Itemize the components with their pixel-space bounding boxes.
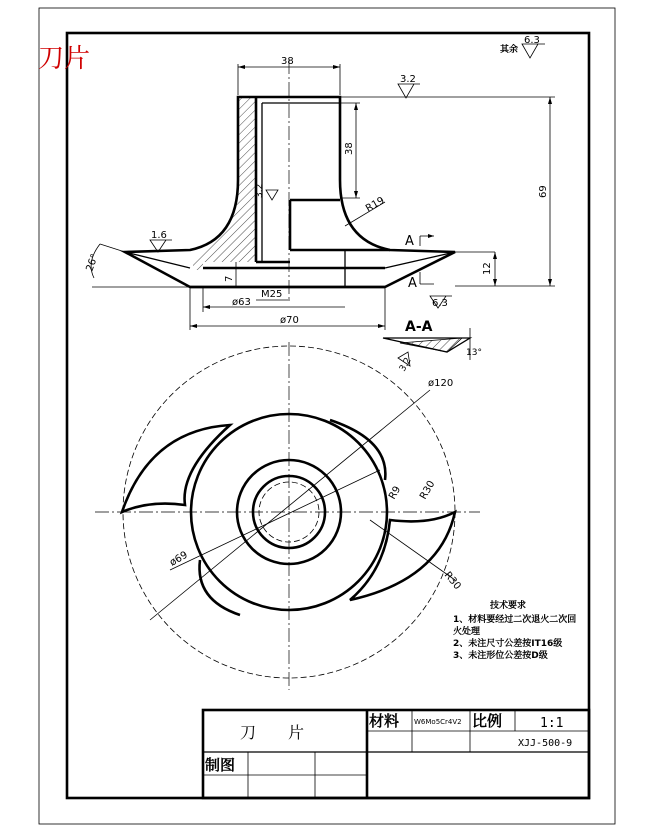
dim-r30-upper: R30 [418, 478, 438, 502]
dim-angle-section: 13° [466, 348, 482, 358]
roughness-right-value: 6.3 [432, 298, 448, 309]
roughness-section-value: 3.2 [397, 356, 414, 374]
dim-bore-depth: 38 [344, 142, 355, 155]
roughness-rest-value: 6.3 [524, 35, 540, 46]
outer-border [39, 8, 615, 824]
dim-fillet: R19 [364, 195, 387, 215]
dim-thread: M25 [261, 289, 283, 300]
top-view [95, 342, 480, 690]
tech-req-1b: 火处理 [453, 627, 481, 637]
tech-req-2: 2、未注尺寸公差按IT16级 [453, 639, 563, 649]
dim-dia-69: ø69 [168, 549, 190, 569]
roughness-top-icon [398, 84, 420, 98]
dim-dia-120: ø120 [428, 378, 454, 389]
title-material-label: 材料 [369, 712, 400, 730]
dim-dia-70: ø70 [280, 315, 299, 326]
title-drawn-by: 制图 [205, 756, 236, 774]
roughness-top-value: 3.2 [400, 74, 416, 85]
dim-step-h: 7 [224, 275, 235, 282]
dim-r9: R9 [387, 484, 404, 502]
right-blade-edge [385, 252, 455, 268]
left-blade-edge [125, 252, 190, 268]
dim-flange-h: 12 [482, 262, 493, 275]
dim-total-height: 69 [538, 185, 549, 198]
front-outline [125, 97, 455, 287]
roughness-rest-label: 其余 [500, 45, 519, 55]
tech-req-3: 3、未注形位公差按D级 [453, 651, 548, 661]
front-view [125, 60, 455, 300]
dim-top-width: 38 [281, 56, 294, 67]
roughness-left-value: 1.6 [151, 230, 167, 241]
title-scale-value: 1:1 [540, 716, 564, 731]
section-marker-bottom: A [408, 276, 417, 291]
blade-left [122, 425, 230, 512]
title-drawing-no: XJJ-500-9 [518, 738, 573, 749]
blade-bottom-curve [200, 560, 241, 615]
tech-requirements [453, 599, 576, 661]
title-material-value: W6Mo5Cr4V2 [414, 718, 462, 726]
inner-frame [67, 33, 589, 798]
title-block [203, 710, 589, 798]
title-part-name: 刀 片 [240, 723, 305, 742]
tech-req-1: 1、材料要经过二次退火二次回 [453, 615, 577, 625]
hatched-section [193, 97, 256, 270]
dim-r30-lower: R30 [441, 569, 463, 593]
section-view [383, 319, 482, 374]
roughness-bore-value: 3.2 [255, 183, 265, 198]
dim-angle-left: 26° [84, 252, 101, 274]
corner-title: 刀片 [38, 44, 91, 74]
dim-dia-63: ø63 [232, 297, 251, 308]
tech-req-heading: 技术要求 [490, 601, 527, 611]
blade-right [350, 512, 455, 600]
roughness-rest-icon [522, 44, 545, 58]
section-marker-top: A [405, 234, 414, 249]
title-scale-label: 比例 [472, 712, 503, 730]
section-view-label: A-A [405, 319, 433, 335]
